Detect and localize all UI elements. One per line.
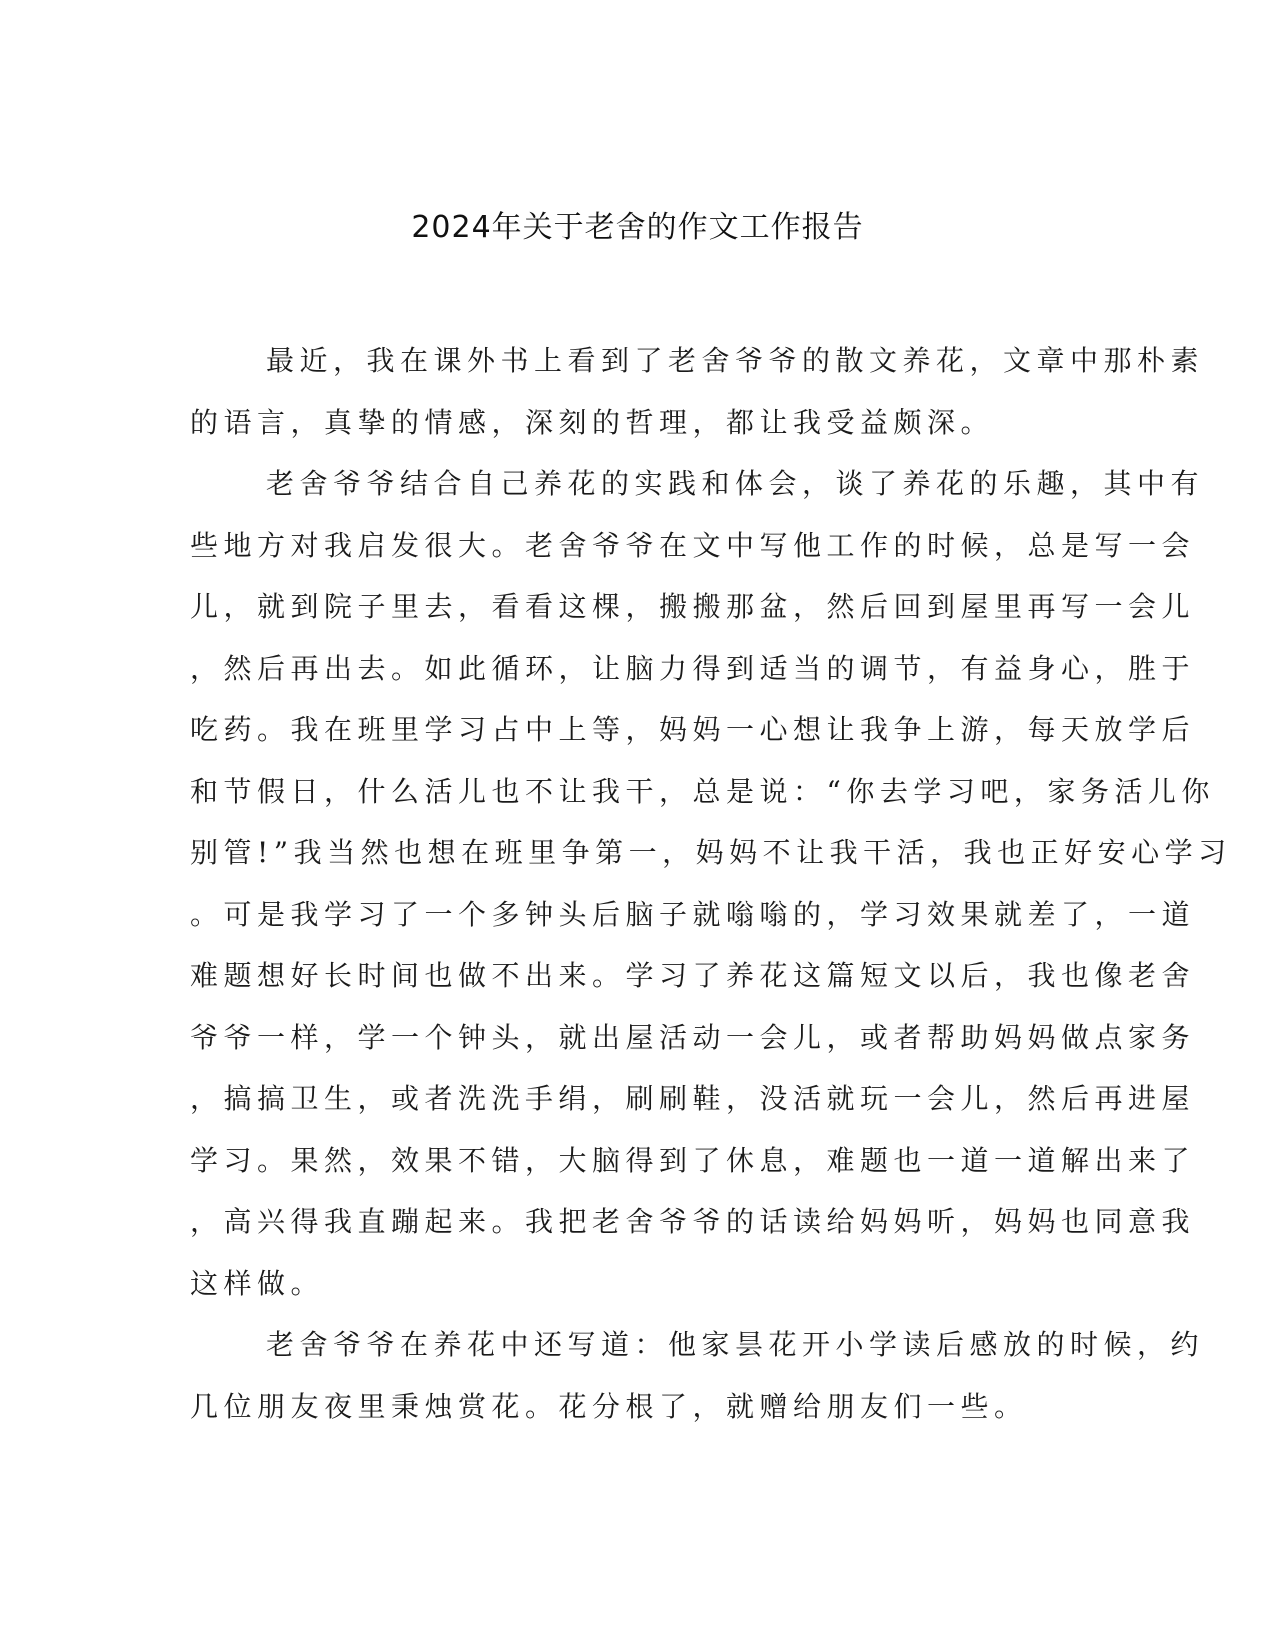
document-body (190, 330, 1232, 1437)
paragraph-1-line-2: 的语言，真挚的情感，深刻的哲理，都让我受益颇深。 (190, 405, 995, 439)
paragraph-2-line-12: 学习。果然，效果不错，大脑得到了休息，难题也一道一道解出来了 (190, 1143, 1196, 1177)
paragraph-2-line-7: 别管!”我当然也想在班里争第一，妈妈不让我干活，我也正好安心学习 (190, 836, 1232, 869)
paragraph-3-line-2: 几位朋友夜里秉烛赏花。花分根了，就赠给朋友们一些。 (190, 1389, 1028, 1423)
paragraph-2-line-1: 老舍爷爷结合自己养花的实践和体会，谈了养花的乐趣，其中有 (266, 467, 1205, 500)
paragraph-2-line-14: 这样做。 (190, 1266, 325, 1300)
paragraph-2-line-8: 。可是我学习了一个多钟头后脑子就嗡嗡的，学习效果就差了，一道 (190, 897, 1196, 931)
paragraph-2-line-2: 些地方对我启发很大。老舍爷爷在文中写他工作的时候，总是写一会 (190, 528, 1196, 562)
paragraph-2-line-13: ，高兴得我直蹦起来。我把老舍爷爷的话读给妈妈听，妈妈也同意我 (190, 1205, 1196, 1238)
paragraph-2-line-6: 和节假日，什么活儿也不让我干，总是说：“你去学习吧，家务活儿你 (190, 774, 1215, 808)
paragraph-2-line-9: 难题想好长时间也做不出来。学习了养花这篇短文以后，我也像老舍 (190, 959, 1196, 992)
paragraph-2-line-5: 吃药。我在班里学习占中上等，妈妈一心想让我争上游，每天放学后 (190, 713, 1196, 746)
document-title: 2024年关于老舍的作文工作报告 (411, 210, 864, 245)
paragraph-2-line-10: 爷爷一样，学一个钟头，就出屋活动一会儿，或者帮助妈妈做点家务 (190, 1020, 1196, 1054)
paragraph-2-line-4: ，然后再出去。如此循环，让脑力得到适当的调节，有益身心，胜于 (190, 651, 1196, 685)
paragraph-3-line-1: 老舍爷爷在养花中还写道：他家昙花开小学读后感放的时候，约 (266, 1328, 1205, 1361)
paragraph-2-line-11: ，搞搞卫生，或者洗洗手绢，刷刷鞋，没活就玩一会儿，然后再进屋 (190, 1082, 1196, 1115)
paragraph-2-line-3: 儿，就到院子里去，看看这棵，搬搬那盆，然后回到屋里再写一会儿 (190, 590, 1196, 623)
paragraph-1-line-1: 最近，我在课外书上看到了老舍爷爷的散文养花，文章中那朴素 (266, 344, 1205, 377)
